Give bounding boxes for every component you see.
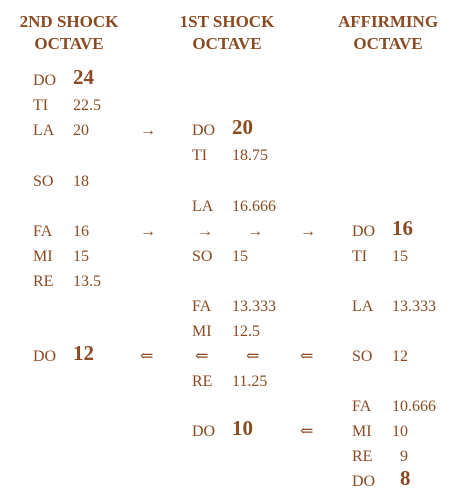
note-first-shock-la-value: 16.666	[232, 198, 276, 215]
right-arrow-icon: →	[197, 223, 213, 240]
note-affirming-do-low-label: DO	[352, 473, 376, 490]
note-affirming-fa-value: 10.666	[392, 398, 436, 415]
note-affirming-so-label: SO	[352, 348, 373, 365]
note-second-shock-do-low-label: DO	[33, 348, 57, 365]
note-second-shock-do-label: DO	[33, 72, 57, 89]
note-affirming-re-value: 9	[400, 448, 408, 465]
left-double-arrow-icon: ⇐	[140, 348, 154, 365]
note-affirming-re-label: RE	[352, 448, 373, 465]
note-first-shock-ti-label: TI	[192, 147, 208, 164]
note-first-shock-so-label: SO	[192, 248, 213, 265]
left-double-arrow-icon: ⇐	[300, 423, 314, 440]
note-first-shock-re-value: 11.25	[232, 373, 268, 390]
note-second-shock-do-value: 24	[73, 65, 94, 89]
note-second-shock-so-value: 18	[73, 173, 89, 190]
right-arrow-icon: →	[140, 122, 156, 139]
note-affirming-do-label: DO	[352, 223, 376, 240]
note-affirming-la-label: LA	[352, 298, 374, 315]
note-affirming-so-value: 12	[392, 348, 408, 365]
header-first-shock-octave: 1ST SHOCK OCTAVE	[179, 12, 275, 53]
note-second-shock-mi-label: MI	[33, 248, 53, 265]
note-affirming-mi-label: MI	[352, 423, 372, 440]
header-affirming-octave: AFFIRMING OCTAVE	[337, 12, 439, 53]
note-affirming-fa-label: FA	[352, 398, 372, 415]
note-affirming-ti-label: TI	[352, 248, 368, 265]
note-first-shock-fa-value: 13.333	[232, 298, 276, 315]
note-first-shock-ti-value: 18.75	[232, 147, 268, 164]
note-affirming-do-value: 16	[392, 216, 413, 240]
note-first-shock-mi-value: 12.5	[232, 323, 260, 340]
left-double-arrow-icon: ⇐	[195, 348, 209, 365]
note-first-shock-do-value: 20	[232, 115, 253, 139]
left-double-arrow-icon: ⇐	[246, 348, 260, 365]
note-second-shock-la-value: 20	[73, 122, 89, 139]
note-affirming-la-value: 13.333	[392, 298, 436, 315]
note-second-shock-fa-value: 16	[73, 223, 89, 240]
right-arrow-icon: →	[247, 223, 263, 240]
note-first-shock-re-label: RE	[192, 373, 213, 390]
right-arrow-icon: →	[140, 223, 156, 240]
note-second-shock-ti-label: TI	[33, 97, 49, 114]
note-second-shock-ti-value: 22.5	[73, 97, 101, 114]
note-affirming-mi-value: 10	[392, 423, 408, 440]
note-affirming-ti-value: 15	[392, 248, 408, 265]
note-first-shock-do-low-label: DO	[192, 423, 216, 440]
note-first-shock-so-value: 15	[232, 248, 248, 265]
note-second-shock-do-low-value: 12	[73, 341, 94, 365]
note-first-shock-mi-label: MI	[192, 323, 212, 340]
left-double-arrow-icon: ⇐	[300, 348, 314, 365]
note-first-shock-do-low-value: 10	[232, 416, 253, 440]
note-affirming-do-low-value: 8	[400, 466, 411, 490]
note-first-shock-la-label: LA	[192, 198, 214, 215]
note-second-shock-la-label: LA	[33, 122, 55, 139]
note-second-shock-re-label: RE	[33, 273, 54, 290]
note-second-shock-mi-value: 15	[73, 248, 89, 265]
note-second-shock-fa-label: FA	[33, 223, 53, 240]
note-second-shock-re-value: 13.5	[73, 273, 101, 290]
right-arrow-icon: →	[300, 223, 316, 240]
note-first-shock-fa-label: FA	[192, 298, 212, 315]
note-first-shock-do-label: DO	[192, 122, 216, 139]
header-second-shock-octave: 2ND SHOCK OCTAVE	[19, 12, 119, 53]
note-second-shock-so-label: SO	[33, 173, 54, 190]
